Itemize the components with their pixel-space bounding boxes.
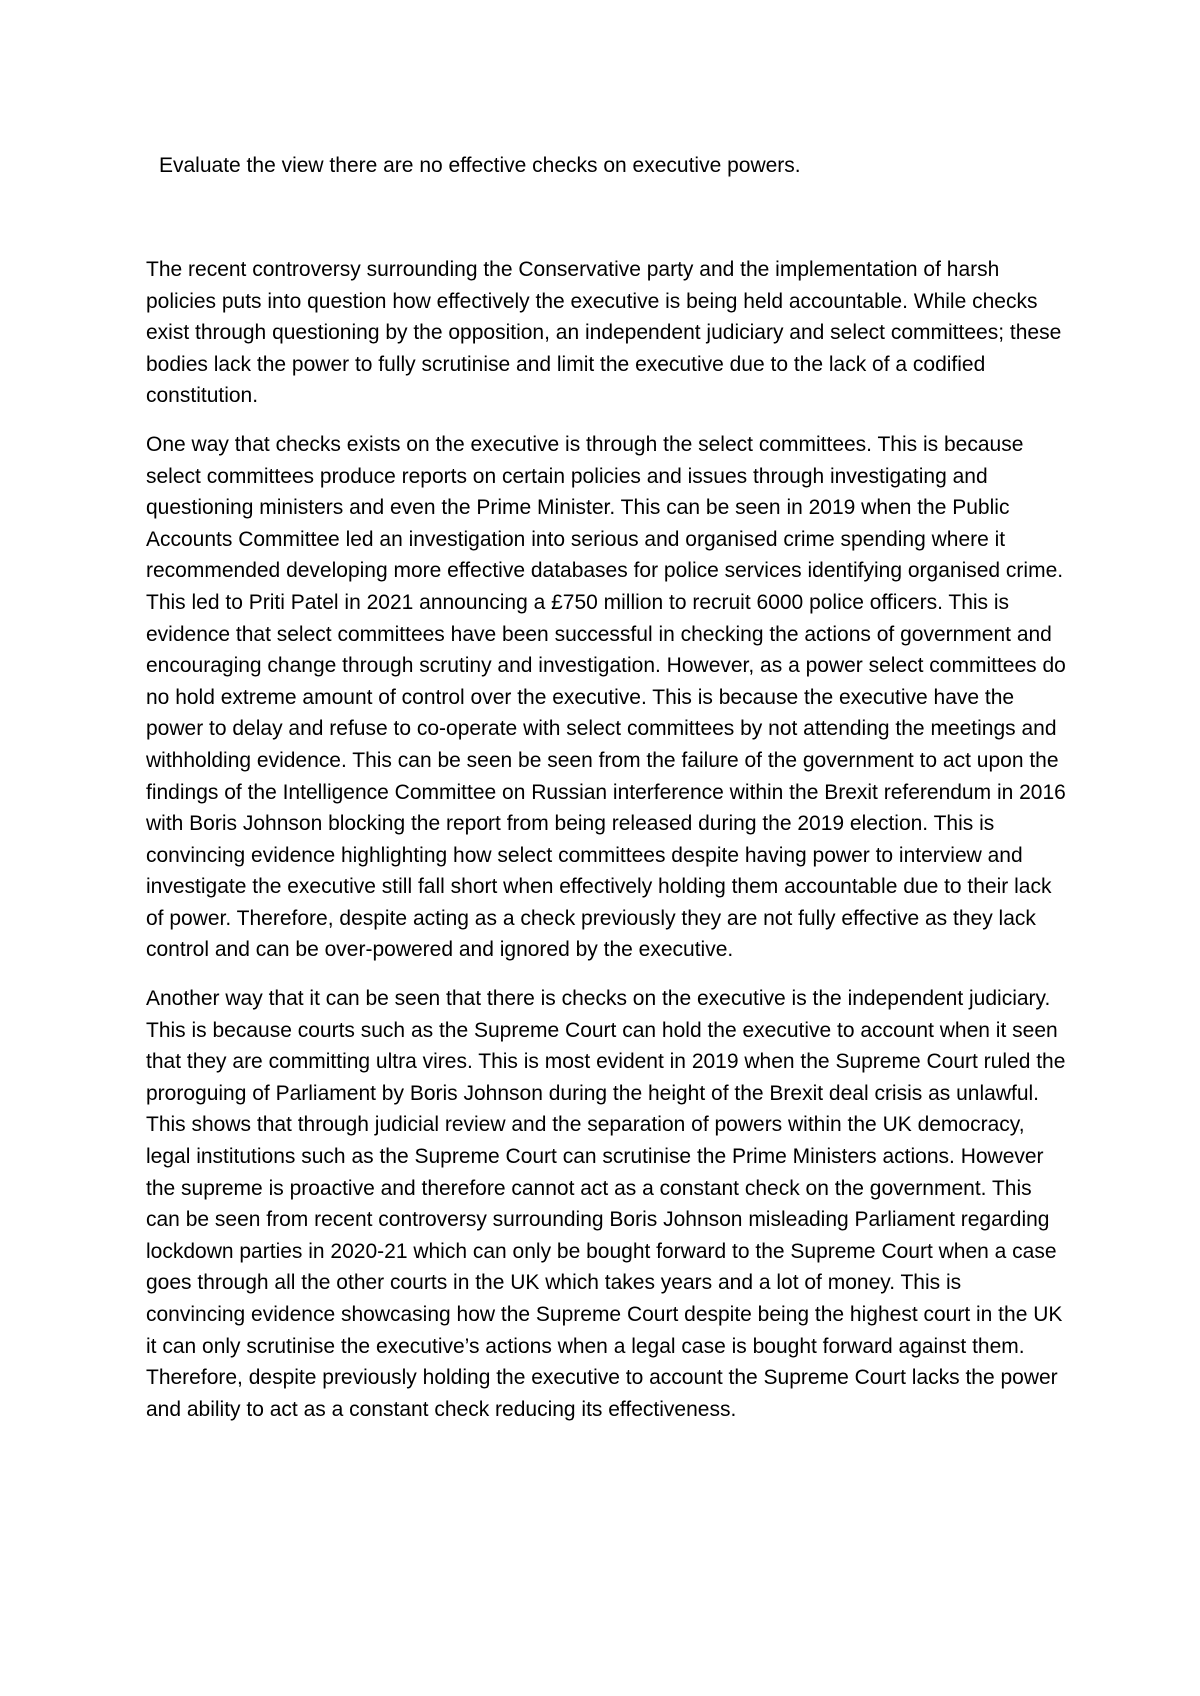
- essay-question: Evaluate the view there are no effective checks on executive powers.: [159, 154, 801, 177]
- document-body: [146, 150, 1066, 1442]
- paragraph-introduction: The recent controversy surrounding the Conservative party and the implementation of harsh policies puts into question how effectively the executive is being held accountable. While checks exist through questioning by the opposition, an independent judiciary and select committees; these bodies lack the power to fully scrutinise and limit the executive due to the lack of a codified constitution.: [146, 258, 1062, 408]
- paragraph-select-committees: One way that checks exists on the executive is through the select committees. This is because select committees produce reports on certain policies and issues through investigating and questioning ministers and even the Prime Minister. This can be seen in 2019 when the Public Accounts Committee led an investigation into serious and organised crime spending where it recommended developing more effective databases for police services identifying organised crime. This led to Priti Patel in 2021 announcing a £750 million to recruit 6000 police officers. This is evidence that select committees have been successful in checking the actions of government and encouraging change through scrutiny and investigation. However, as a power select committees do no hold extreme amount of control over the executive. This is because the executive have the power to delay and refuse to co-operate with select committees by not attending the meetings and withholding evidence. This can be seen be seen from the failure of the government to act upon the findings of the Intelligence Committee on Russian interference within the Brexit referendum in 2016 with Boris Johnson blocking the report from being released during the 2019 election. This is convincing evidence highlighting how select committees despite having power to interview and investigate the executive still fall short when effectively holding them accountable due to their lack of power. Therefore, despite acting as a check previously they are not fully effective as they lack control and can be over-powered and ignored by the executive.: [146, 432, 1066, 962]
- paragraph-judiciary: Another way that it can be seen that there is checks on the executive is the independent judiciary. This is because courts such as the Supreme Court can hold the executive to account when it seen that they are committing ultra vires. This is most evident in 2019 when the Supreme Court ruled the proroguing of Parliament by Boris Johnson during the height of the Brexit deal crisis as unlawful. This shows that through judicial review and the separation of powers within the UK democracy, legal institutions such as the Supreme Court can scrutinise the Prime Ministers actions. However the supreme is proactive and therefore cannot act as a constant check on the government. This can be seen from recent controversy surrounding Boris Johnson misleading Parliament regarding lockdown parties in 2020-21 which can only be bought forward to the Supreme Court when a case goes through all the other courts in the UK which takes years and a lot of money. This is convincing evidence showcasing how the Supreme Court despite being the highest court in the UK it can only scrutinise the executive’s actions when a legal case is bought forward against them. Therefore, despite previously holding the executive to account the Supreme Court lacks the power and ability to act as a constant check reducing its effectiveness.: [146, 987, 1066, 1421]
